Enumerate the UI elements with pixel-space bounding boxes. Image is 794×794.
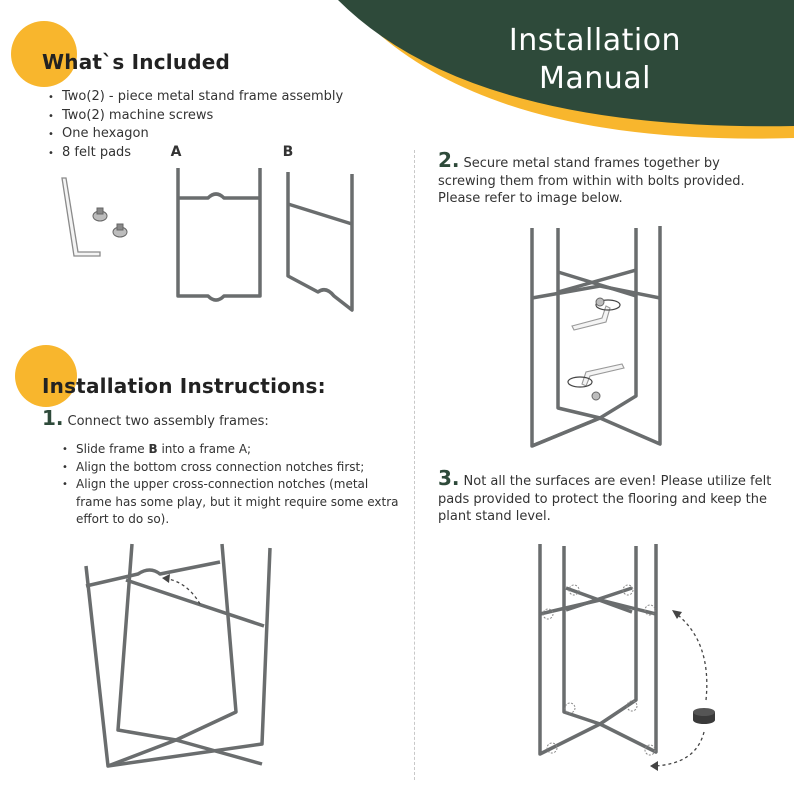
step3-arrow-up bbox=[674, 612, 707, 700]
step1-substep: • Align the bottom cross connection notches first; bbox=[62, 459, 402, 477]
manual-title-line1: Installation bbox=[508, 23, 682, 58]
step2-text bbox=[438, 148, 778, 208]
instructions-heading: Installation Instructions: bbox=[42, 374, 326, 398]
step1-substep bbox=[62, 441, 402, 459]
substep-suffix: into a frame A; bbox=[157, 442, 252, 456]
step1-substeps bbox=[62, 441, 402, 529]
substep-frame-b: B bbox=[148, 442, 158, 456]
step3-text bbox=[438, 466, 778, 526]
step1-text bbox=[42, 406, 402, 431]
step3-body: Not all the surfaces are even! Please utilize felt pads provided to protect the flooring and keep the plant stand level. bbox=[438, 474, 772, 524]
step2-body: Secure metal stand frames together by screwing them from within with bolts provided. Please refer to image below. bbox=[438, 156, 745, 206]
step2-bolt-drawing bbox=[532, 226, 660, 446]
felt-pad-icon bbox=[693, 708, 715, 724]
column-divider bbox=[414, 150, 416, 780]
included-item: • One hexagon bbox=[48, 125, 343, 144]
included-item: • 8 felt pads bbox=[48, 144, 343, 163]
step3-number: 3. bbox=[438, 466, 460, 490]
step3-arrow-up-head bbox=[672, 610, 682, 619]
included-heading: What`s Included bbox=[42, 50, 231, 74]
step1-arrow-head bbox=[162, 574, 170, 583]
step3-arrow-down-head bbox=[650, 761, 658, 771]
step1-substep: • Align the upper cross-connection notches (metal frame has some play, but it might require some extra effort to do so). bbox=[62, 476, 402, 529]
step3-arrow-down bbox=[654, 732, 704, 766]
step1-title: Connect two assembly frames: bbox=[67, 414, 269, 429]
step1-assembly-drawing bbox=[86, 544, 270, 766]
included-item: • Two(2) - piece metal stand frame assembly bbox=[48, 88, 343, 107]
frame-b-drawing bbox=[288, 172, 352, 310]
step2-hex-key-icon bbox=[572, 306, 624, 386]
step2-screw-icon bbox=[592, 298, 604, 400]
substep-prefix: Slide frame bbox=[76, 442, 149, 456]
frame-a-label: A bbox=[170, 144, 182, 160]
manual-title-line2: Manual bbox=[538, 61, 651, 96]
step2-number: 2. bbox=[438, 148, 460, 172]
included-item: • Two(2) machine screws bbox=[48, 107, 343, 126]
step3-felt-drawing bbox=[540, 544, 656, 754]
step1-number: 1. bbox=[42, 406, 64, 430]
screw-icon bbox=[93, 208, 127, 237]
frame-a-drawing bbox=[178, 168, 260, 300]
frame-b-label: B bbox=[282, 144, 294, 160]
